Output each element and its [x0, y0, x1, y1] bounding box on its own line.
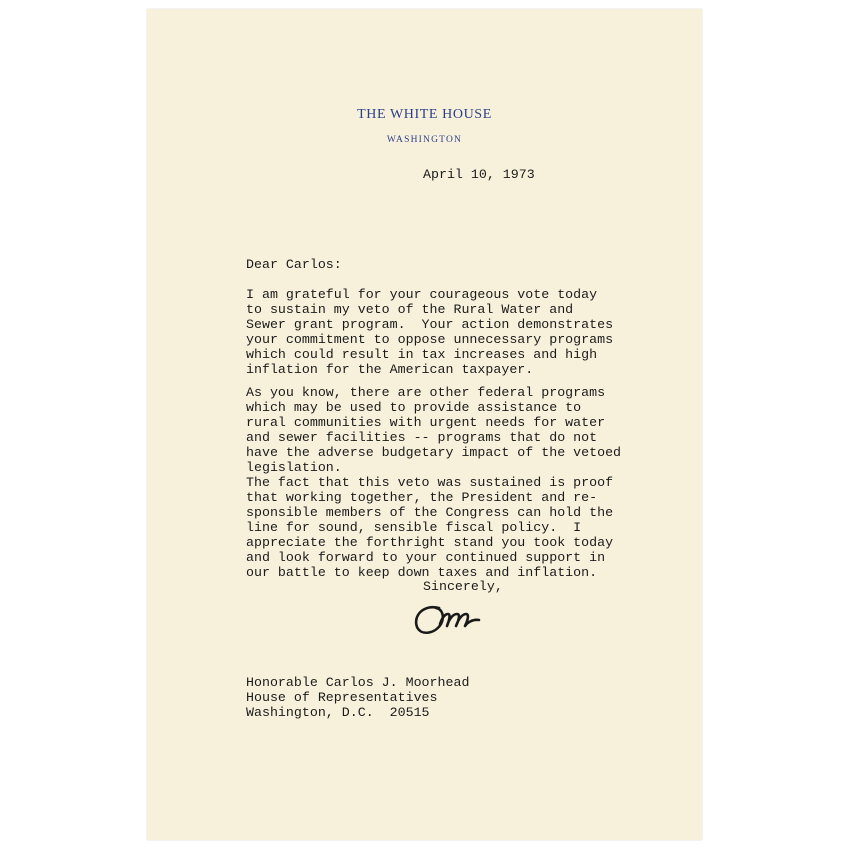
letter-paper [147, 9, 702, 840]
letter-paragraph-3: The fact that this veto was sustained is proof that working together, the President and re- sponsible members of the Congress can hold the line for sound, sensible fiscal policy. I appreciate the forthright stand you took today and look forward to your continued support in our battle to keep down taxes and inflation. [246, 475, 614, 580]
letter-closing: Sincerely, [423, 579, 503, 594]
letter-salutation: Dear Carlos: [246, 257, 342, 272]
letterhead-subtitle: WASHINGTON [386, 135, 463, 145]
letter-date: April 10, 1973 [423, 167, 535, 182]
letter-paragraph-1: I am grateful for your courageous vote today to sustain my veto of the Rural Water and Sewer grant program. Your action demonstrates your commitment to oppose unnecessary programs which could result in tax increases and high inflation for the American taxpayer. [246, 287, 614, 377]
letterhead-title: THE WHITE HOUSE [357, 107, 492, 122]
recipient-address: Honorable Carlos J. Moorhead House of Representatives Washington, D.C. 20515 [246, 675, 470, 720]
letter-paragraph-2: As you know, there are other federal programs which may be used to provide assistance to rural communities with urgent needs for water and sewer facilities -- programs that do not have the adverse budgetary impact of the vetoed legislation. [246, 385, 622, 475]
signature-image [409, 594, 489, 642]
